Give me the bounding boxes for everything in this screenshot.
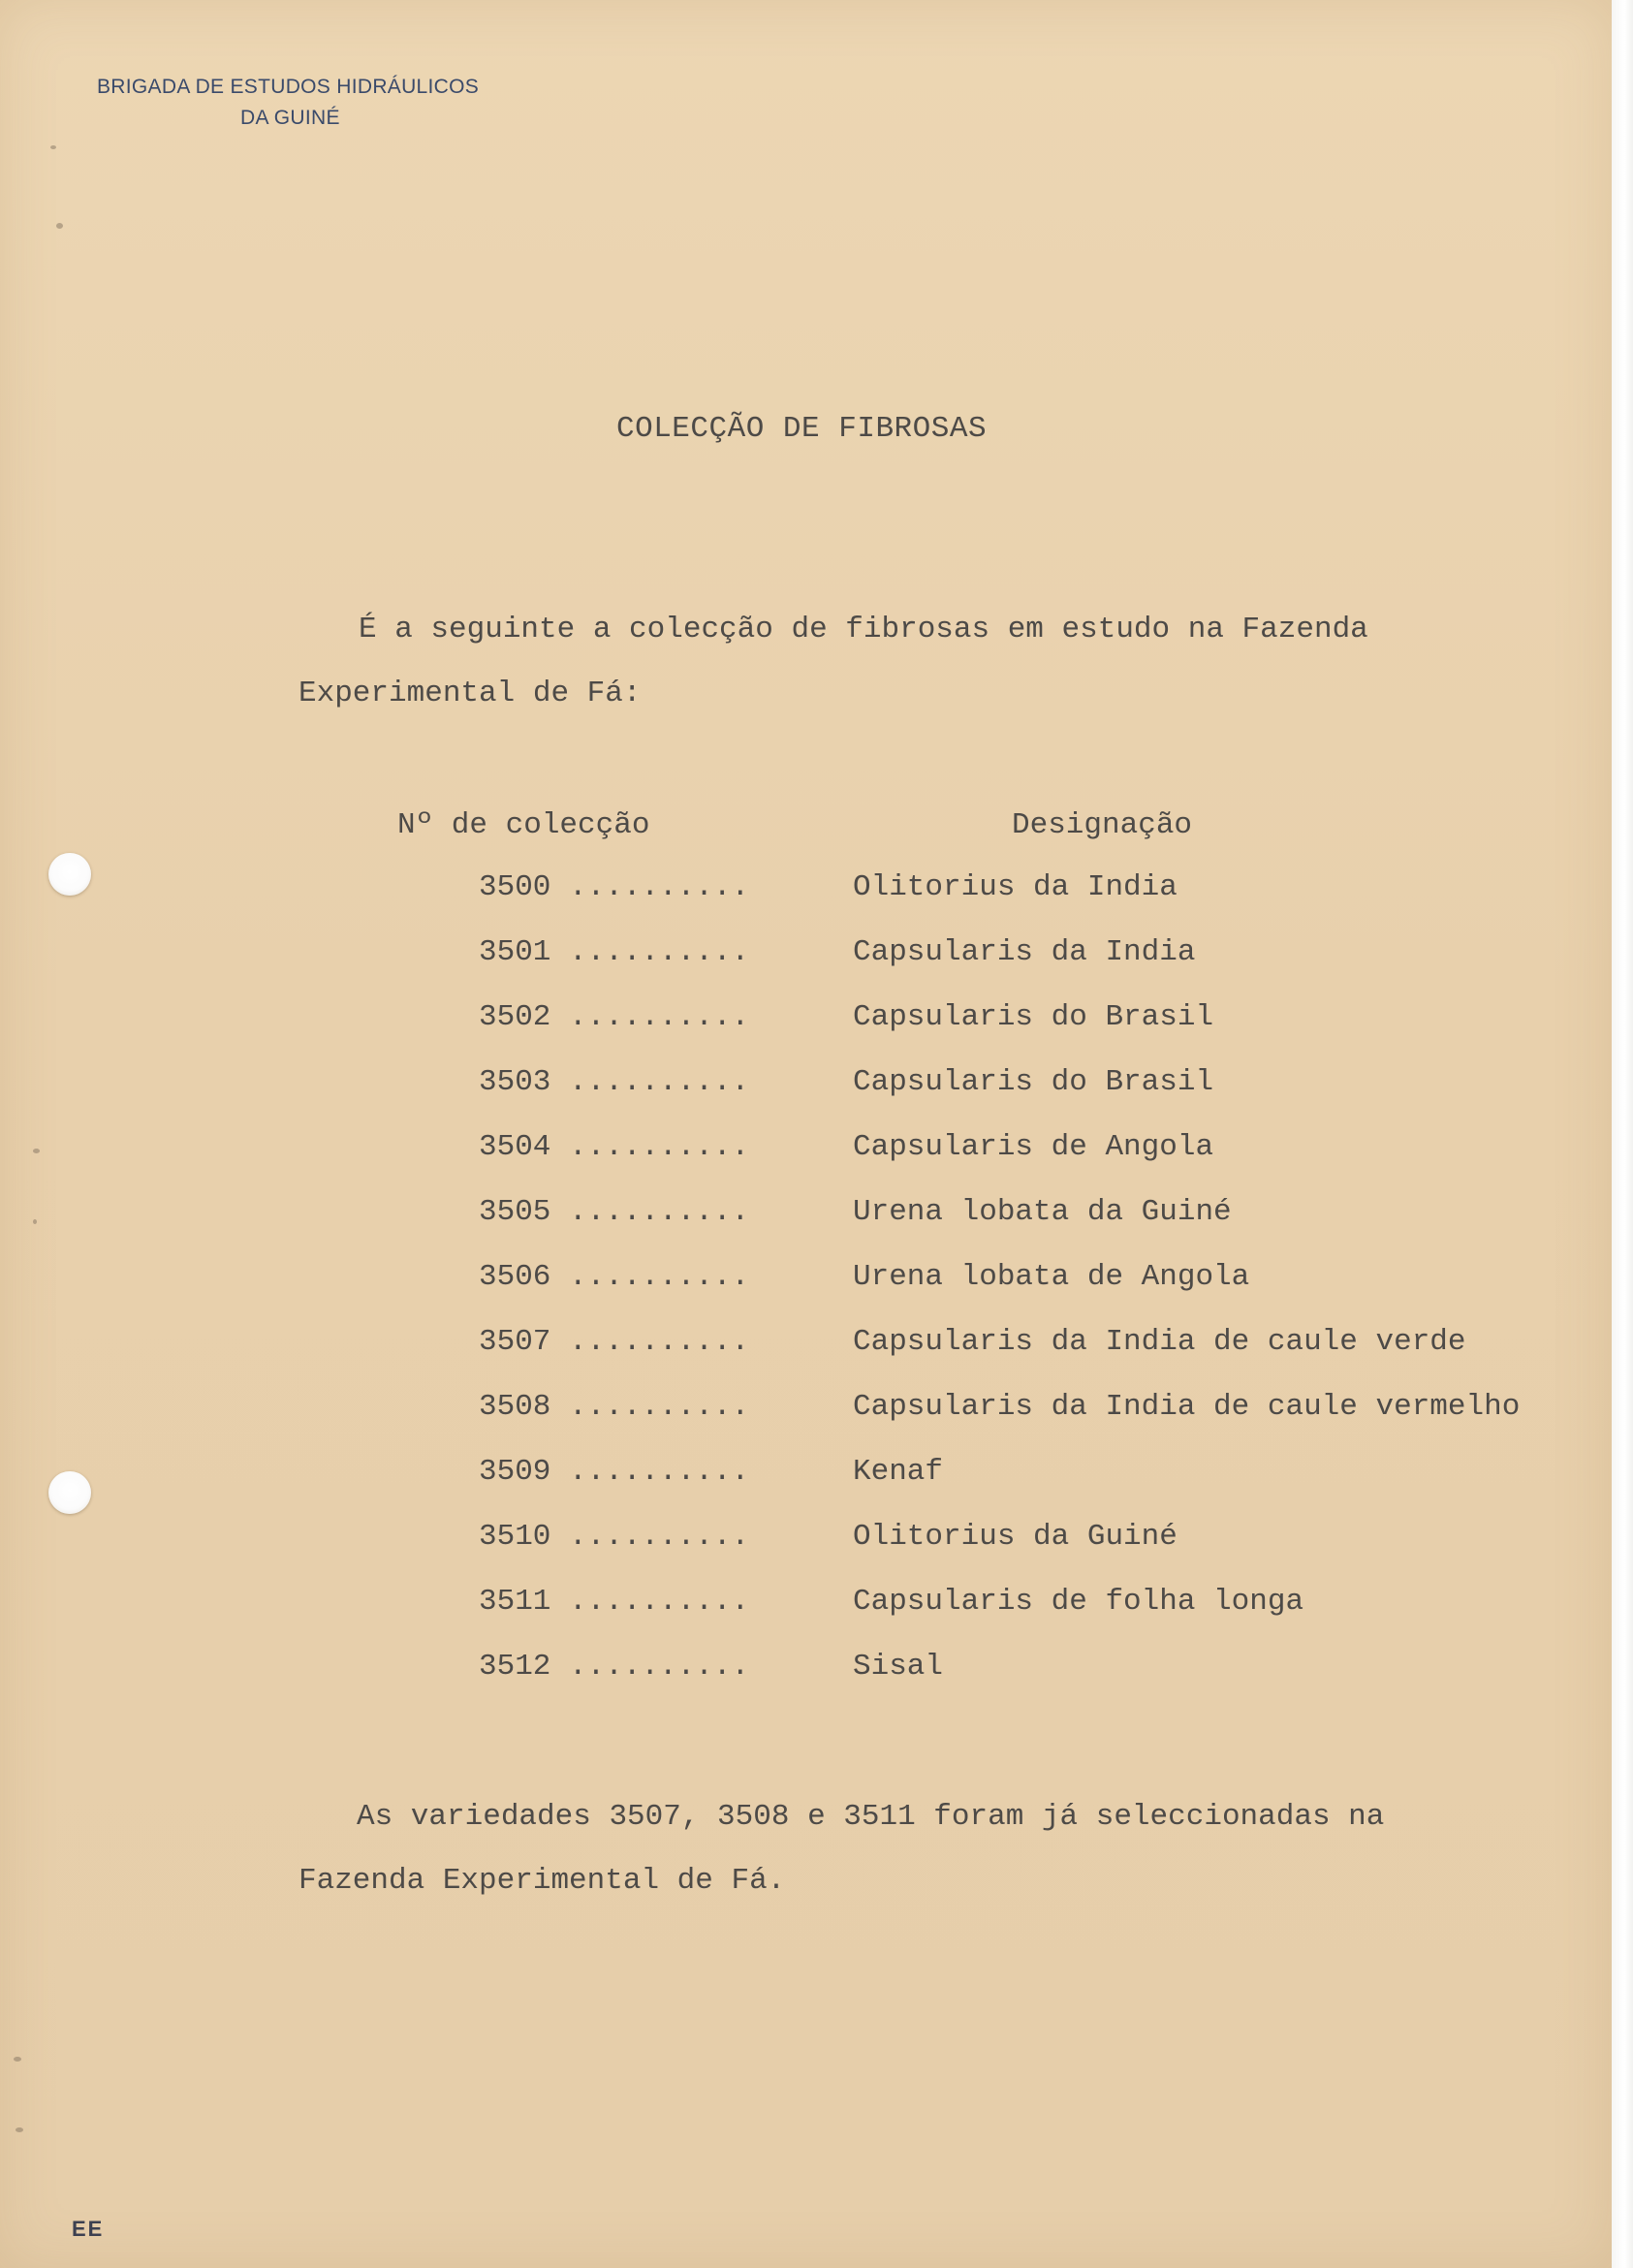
designation: Urena lobata da Guiné: [853, 1195, 1232, 1229]
paper-speck: [16, 2127, 23, 2132]
collection-number: 3508 ..........: [479, 1390, 750, 1424]
designation: Capsularis da India de caule verde: [853, 1325, 1466, 1359]
letterhead-line-1: BRIGADA DE ESTUDOS HIDRÁULICOS: [97, 76, 480, 98]
designation: Kenaf: [853, 1455, 944, 1489]
paper-speck: [50, 145, 56, 149]
closing-line-1: As variedades 3507, 3508 e 3511 foram já seleccionadas na: [357, 1800, 1385, 1834]
letterhead-line-2: DA GUINÉ: [240, 107, 340, 129]
collection-number: 3502 ..........: [479, 1000, 750, 1034]
collection-number: 3504 ..........: [479, 1130, 750, 1164]
collection-number: 3505 ..........: [479, 1195, 750, 1229]
designation: Capsularis de folha longa: [853, 1585, 1304, 1619]
scanner-background: [1612, 0, 1633, 2268]
punch-hole: [48, 1471, 91, 1514]
closing-line-2: Fazenda Experimental de Fá.: [298, 1864, 786, 1898]
letterhead: [97, 72, 479, 134]
corner-mark: EE: [72, 2217, 105, 2241]
paper-speck: [33, 1149, 40, 1153]
collection-number: 3509 ..........: [479, 1455, 750, 1489]
collection-number: 3510 ..........: [479, 1520, 750, 1554]
column-header-number: Nº de colecção: [397, 808, 650, 842]
designation: Urena lobata de Angola: [853, 1260, 1250, 1294]
collection-number: 3511 ..........: [479, 1585, 750, 1619]
designation: Capsularis da India de caule vermelho: [853, 1390, 1521, 1424]
paper-speck: [33, 1219, 37, 1224]
designation: Olitorius da Guiné: [853, 1520, 1178, 1554]
collection-number: 3506 ..........: [479, 1260, 750, 1294]
designation: Capsularis do Brasil: [853, 1000, 1214, 1034]
designation: Sisal: [853, 1650, 944, 1684]
document-title: COLECÇÃO DE FIBROSAS: [616, 412, 988, 446]
collection-number: 3501 ..........: [479, 935, 750, 969]
punch-hole: [48, 853, 91, 896]
column-header-designation: Designação: [1012, 808, 1193, 842]
collection-number: 3512 ..........: [479, 1650, 750, 1684]
collection-number: 3507 ..........: [479, 1325, 750, 1359]
intro-line-1: É a seguinte a colecção de fibrosas em estudo na Fazenda: [359, 613, 1368, 646]
paper-speck: [56, 223, 63, 229]
designation: Capsularis de Angola: [853, 1130, 1214, 1164]
designation: Capsularis da India: [853, 935, 1196, 969]
collection-number: 3500 ..........: [479, 870, 750, 904]
collection-number: 3503 ..........: [479, 1065, 750, 1099]
designation: Olitorius da India: [853, 870, 1178, 904]
paper-speck: [14, 2057, 21, 2062]
intro-line-2: Experimental de Fá:: [298, 677, 642, 710]
designation: Capsularis do Brasil: [853, 1065, 1214, 1099]
